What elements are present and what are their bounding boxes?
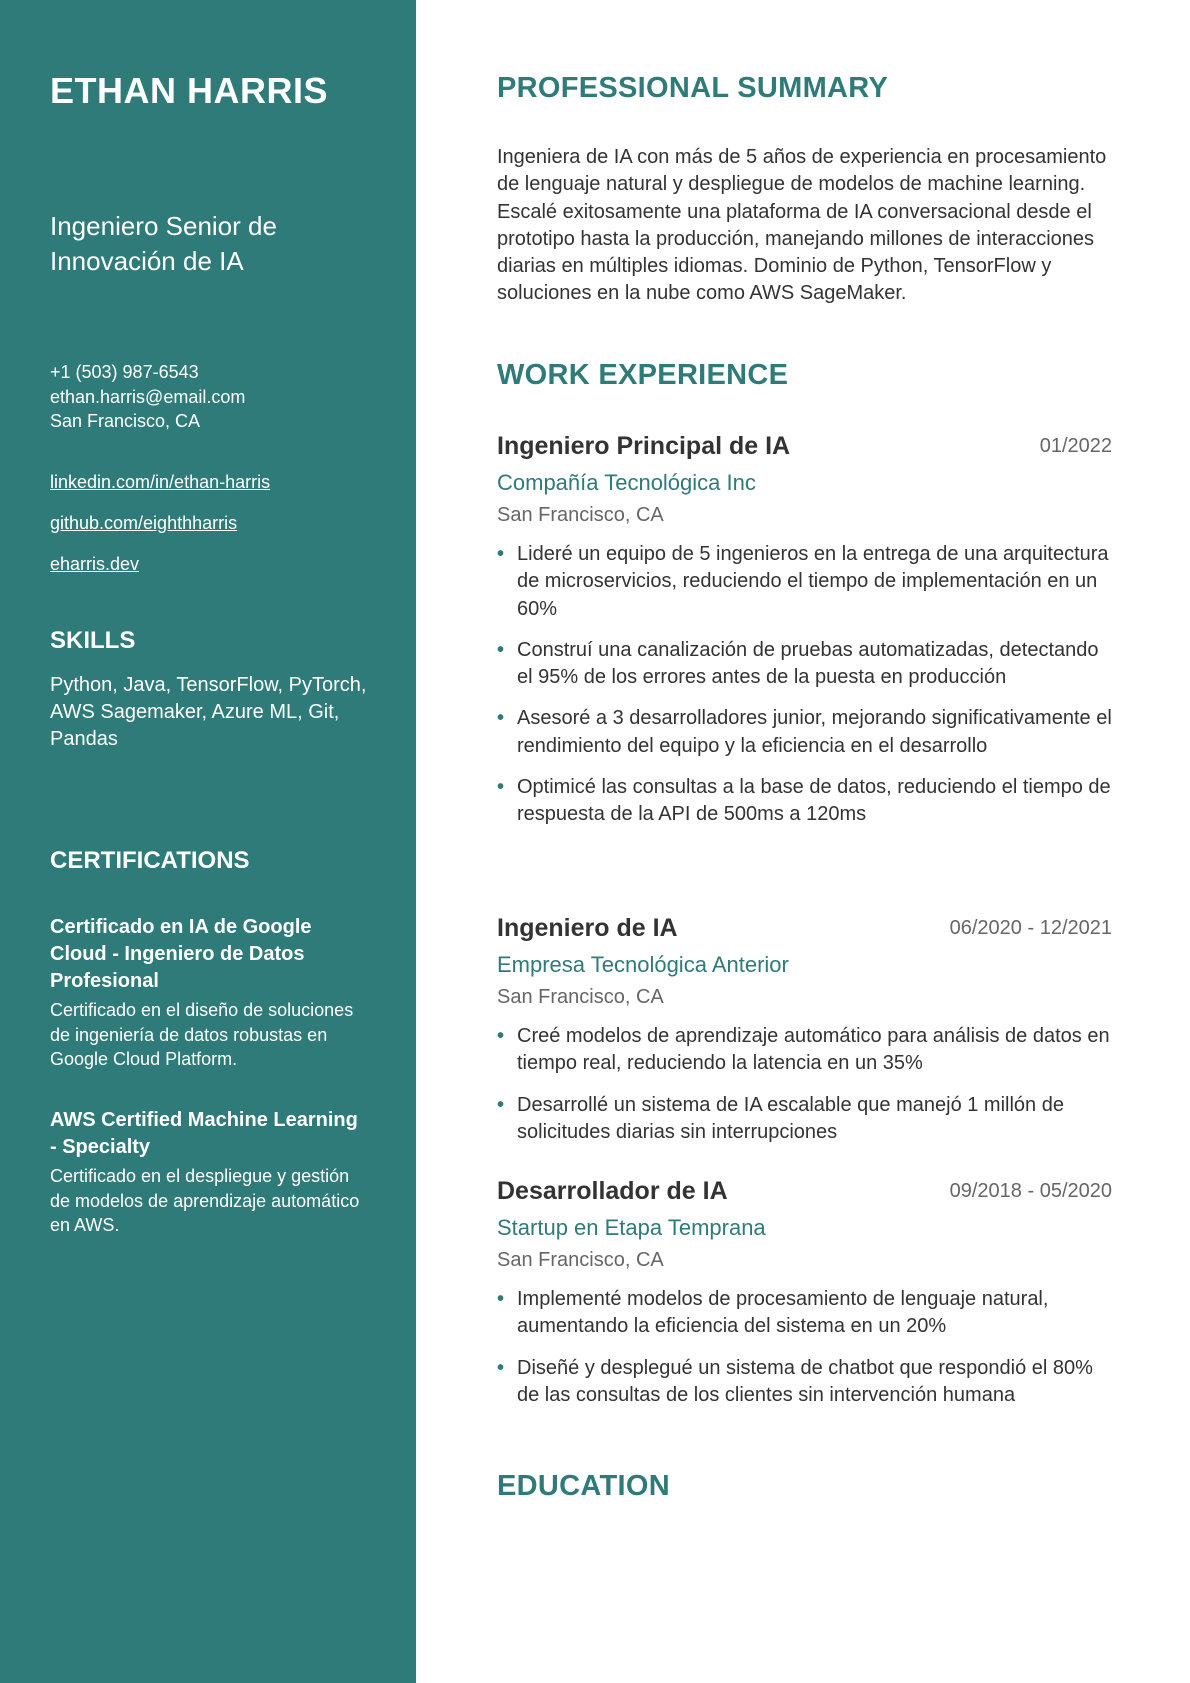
job-bullets [497,1023,1112,1146]
skills-heading: SKILLS [50,627,136,654]
job-title: Desarrollador de IA [497,1177,728,1205]
job-entry [497,1177,1112,1423]
job-bullet: • Desarrollé un sistema de IA escalable que manejó 1 millón de solicitudes diarias sin interrupciones [497,1092,1112,1147]
certification-title: Certificado en IA de Google Cloud - Ingeniero de Datos Profesional [50,916,312,992]
job-company: Compañía Tecnológica Inc [497,470,756,495]
summary-text: Ingeniera de IA con más de 5 años de experiencia en procesamiento de lenguaje natural y despliegue de modelos de machine learning. Escalé exitosamente una plataforma de IA conversacional desde el prototipo hasta la producción, manejando millones de interacciones diarias en múltiples idiomas. Dominio de Python, TensorFlow y soluciones en la nube como AWS SageMaker. [497,146,1107,305]
job-company: Startup en Etapa Temprana [497,1215,766,1240]
job-entry [497,432,1112,843]
contact-email: ethan.harris@email.com [50,386,246,407]
job-bullet: • Asesoré a 3 desarrolladores junior, mejorando significativamente el rendimiento del equipo y la eficiencia en el desarrollo [497,705,1112,760]
github-link[interactable]: github.com/eighthharris [50,513,238,533]
job-bullet: • Lideré un equipo de 5 ingenieros en la entrega de una arquitectura de microservicios, reduciendo el tiempo de implementación en un 60% [497,541,1112,623]
links-block [50,470,270,593]
job-location: San Francisco, CA [497,504,664,526]
certification-description: Certificado en el diseño de soluciones de ingeniería de datos robustas en Google Cloud Platform. [50,1000,354,1069]
summary-heading: PROFESSIONAL SUMMARY [497,72,889,104]
job-title: Ingeniero Principal de IA [497,432,791,460]
job-bullet: • Optimicé las consultas a la base de datos, reduciendo el tiempo de respuesta de la API de 500ms a 120ms [497,774,1112,829]
job-location: San Francisco, CA [497,986,664,1008]
job-bullets [497,1286,1112,1409]
certification-description: Certificado en el despliegue y gestión de modelos de aprendizaje automático en AWS. [50,1166,360,1235]
linkedin-link[interactable]: linkedin.com/in/ethan-harris [50,472,271,492]
contact-block [50,360,245,434]
job-bullet: • Implementé modelos de procesamiento de lenguaje natural, aumentando la eficiencia del sistema en un 20% [497,1286,1112,1341]
contact-location: San Francisco, CA [50,411,201,431]
skills-list: Python, Java, TensorFlow, PyTorch, AWS Sagemaker, Azure ML, Git, Pandas [50,674,367,750]
job-entry [497,914,1112,1160]
job-bullet: • Diseñé y desplegué un sistema de chatbot que respondió el 80% de las consultas de los clientes sin intervención humana [497,1355,1112,1410]
job-location: San Francisco, CA [497,1249,664,1271]
job-bullets [497,541,1112,829]
certifications-heading: CERTIFICATIONS [50,847,250,874]
candidate-name: ETHAN HARRIS [50,70,329,111]
candidate-role: Ingeniero Senior de Innovación de IA [50,211,277,276]
job-date: 09/2018 - 05/2020 [949,1180,1112,1202]
contact-phone: +1 (503) 987-6543 [50,362,199,382]
experience-heading: WORK EXPERIENCE [497,359,789,391]
job-date: 01/2022 [1039,435,1112,457]
sidebar [0,0,416,1683]
education-heading: EDUCATION [497,1470,670,1502]
job-date: 06/2020 - 12/2021 [949,917,1112,939]
certification-title: AWS Certified Machine Learning - Specialty [50,1109,358,1158]
website-link[interactable]: eharris.dev [50,554,140,574]
job-company: Empresa Tecnológica Anterior [497,952,789,977]
job-bullet: • Construí una canalización de pruebas automatizadas, detectando el 95% de los errores antes de la puesta en producción [497,637,1112,692]
certification-item [50,914,370,1072]
certification-item [50,1107,370,1238]
job-title: Ingeniero de IA [497,914,678,942]
job-bullet: • Creé modelos de aprendizaje automático para análisis de datos en tiempo real, reduciendo la latencia en un 35% [497,1023,1112,1078]
